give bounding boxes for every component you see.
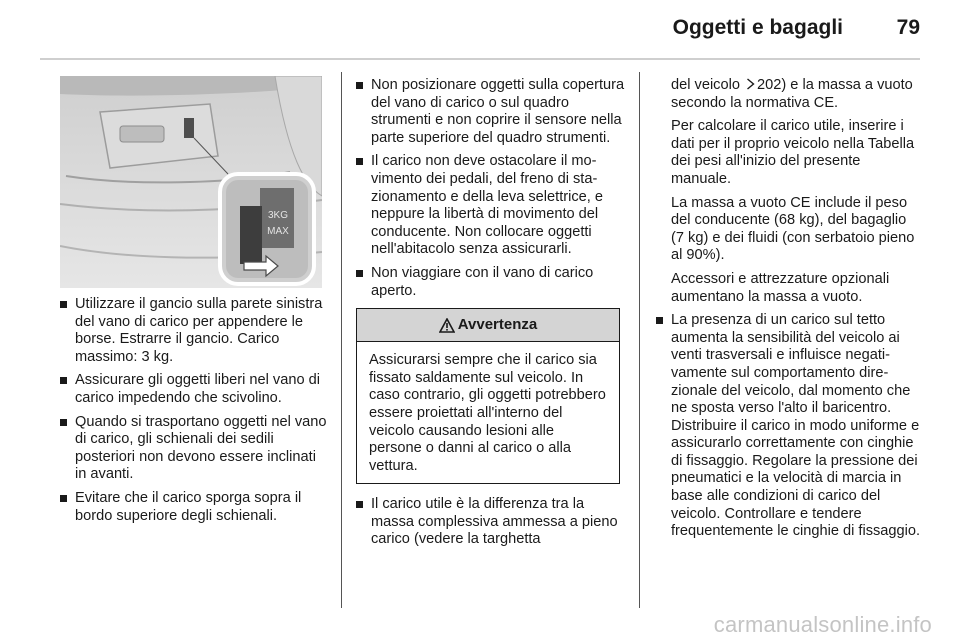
page-number: 79 — [896, 16, 920, 39]
page-reference[interactable]: 202 — [757, 77, 782, 93]
warning-box — [356, 308, 620, 484]
paragraph: Per calcolare il carico utile, inserire i dati per il proprio veicolo nella Tabella dei pesi all'inizio del presente manuale. — [671, 118, 915, 187]
cargo-hook-drawing — [60, 76, 322, 288]
list-item: Non viaggiare con il vano di carico aperto. — [356, 265, 626, 300]
list-item: Quando si trasportano oggetti nel vano di carico, gli schienali dei sedili posteriori non devono essere inclinati in avanti. — [60, 414, 328, 484]
continued-paragraph — [671, 77, 922, 112]
page-title: Oggetti e bagagli — [672, 16, 843, 39]
list-item: La presenza di un carico sul tetto aumenta la sensibilità del veicolo ai venti trasversali e influisce negativamente sul comportamento direzionale del veicolo, dal momento che ne sposta verso l'alto il baricentro. Distribuire il carico in modo uniforme e assicurarlo correttamente con cinghie di fissaggio. Regolare la pressione dei pneumatici e la velocità di marcia in base alle condizioni di carico del veicolo. Controllare e tendere frequentemente le cinghie di fissaggio. — [656, 312, 922, 541]
paragraph-text: ) e la massa a vuoto secondo la normativa CE. — [671, 77, 913, 111]
column-separator — [341, 72, 342, 608]
paragraph: Accessori e attrezzature opzionali aumentano la massa a vuoto. — [671, 270, 890, 305]
warning-title: Avvertenza — [457, 316, 538, 334]
hook-label-max: MAX — [267, 226, 289, 237]
column-2 — [356, 77, 626, 555]
watermark: carmanualsonline.info — [713, 612, 932, 637]
paragraph-text: del veicolo — [671, 77, 740, 93]
page-reference-icon — [746, 78, 755, 90]
header-rule — [40, 58, 920, 60]
list-item: Assicurare gli oggetti liberi nel vano di carico impedendo che scivolino. — [60, 372, 328, 407]
list-item: Il carico non deve ostacolare il movimento dei pedali, del freno di stazionamento e della leva selettrice, e neppure la libertà di movimento del conducente. Non collocare oggetti nell'abitacolo senza assicurarli. — [356, 153, 626, 259]
warning-header — [357, 309, 619, 342]
warning-text: Assicurarsi sempre che il carico sia fissato saldamente sul veicolo. In caso contrario, gli oggetti potrebbero essere proiettati all'interno del veicolo causando lesioni alle persone o danni al carico o alla vettura. — [369, 352, 606, 474]
warning-triangle-icon — [439, 318, 455, 333]
paragraph: La massa a vuoto CE include il peso del conducente (68 kg), del bagaglio (7 kg) e dei fluidi (con serbatoio pieno al 90%). — [671, 194, 915, 264]
list-item: Utilizzare il gancio sulla parete sinistra del vano di carico per appendere le borse. Estrarre il gancio. Carico massimo: 3 kg. — [60, 296, 328, 366]
hook-label-weight: 3KG — [267, 210, 289, 221]
column-3 — [656, 77, 922, 547]
column-separator — [639, 72, 640, 608]
list-item: Non posizionare oggetti sulla copertura del vano di carico o sul quadro strumenti e non coprire il sensore nella parte superiore del quadro strumenti. — [356, 77, 626, 147]
column-1 — [60, 296, 328, 531]
cargo-hook-illustration — [60, 76, 322, 288]
list-item: Il carico utile è la differenza tra la massa complessiva ammessa a pieno carico (vedere la targhetta — [356, 496, 626, 549]
list-item: Evitare che il carico sporga sopra il bordo superiore degli schienali. — [60, 490, 328, 525]
